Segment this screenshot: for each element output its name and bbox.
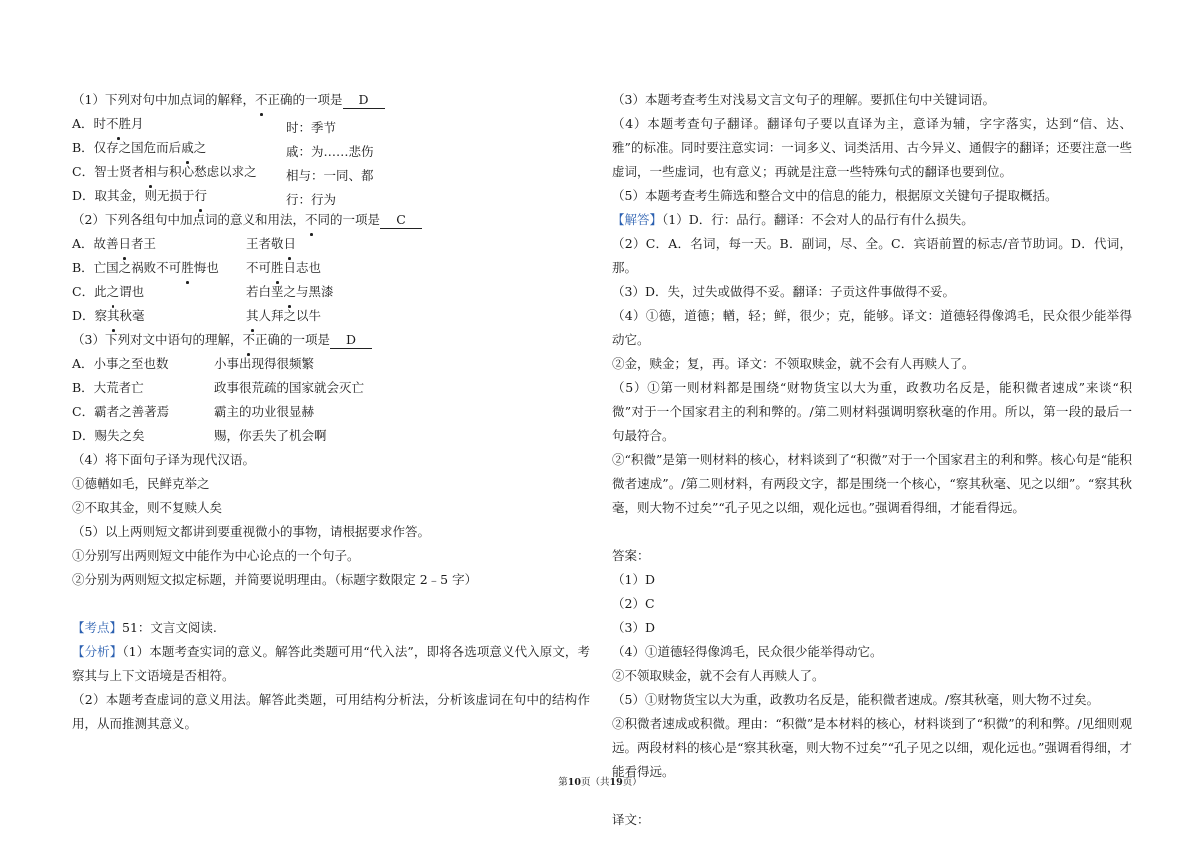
option-text: A．故善日者王	[72, 232, 156, 256]
fenxi-tag: 【分析】	[72, 644, 123, 659]
dotted-word: 胜	[181, 256, 194, 280]
option-row	[72, 256, 590, 280]
dotted-word: 行	[195, 184, 208, 208]
jieda-4a: （4）①德，道德；輶，轻；鲜，很少；克，能够。译文：道德轻得像鸿毛，民众很少能举得动它。	[612, 308, 1132, 347]
option-text: D．取其金，则无损于行	[72, 184, 207, 208]
answer-item: （2）C	[612, 596, 655, 611]
answer-blank: D	[343, 92, 385, 109]
right-column	[609, 88, 1132, 832]
dotted-word: 胜	[271, 256, 284, 280]
option-row	[72, 160, 590, 184]
option-row	[72, 304, 590, 328]
dotted-word: 相	[144, 160, 157, 184]
kaodian-tag: 【考点】	[72, 620, 123, 635]
jieda-4b: ②金，赎金；复，再。译文：不领取赎金，就不会有人再赎人了。	[612, 356, 975, 371]
option-text: D．赐失之矣	[72, 428, 145, 443]
fenxi-3: （3）本题考查考生对浅易文言文句子的理解。要抓住句中关键词语。	[612, 92, 995, 107]
option-row	[72, 136, 590, 160]
question-5-item: ②分别为两则短文拟定标题，并简要说明理由。（标题字数限定 2﹣5 字）	[72, 572, 478, 587]
option-compare: 其人拜之以牛	[246, 304, 321, 328]
option-compare: 不可胜日志也	[246, 256, 321, 280]
answer-item: （3）D	[612, 620, 655, 635]
page-footer: 第10页（共19页）	[558, 777, 642, 788]
option-text: C．霸者之善著焉	[72, 404, 170, 419]
answer-5a: （5）①财物货宝以大为重，政教功名反是，能积微者速成。/察其秋毫，则大物不过矣。	[612, 692, 1100, 707]
dotted-word: 之	[284, 280, 297, 304]
option-row	[72, 280, 590, 304]
option-text: B．仅存之国危而后戚之	[72, 136, 206, 160]
option-gloss: 时：季节	[286, 120, 337, 135]
answer-5b: ②积微者速成或积微。理由：“积微”是本材料的核心，材料谈到了“积微”的利和弊。/见细则观远。两段材料的核心是“察其秋毫，则大物不过矣”“孔子见之以细，观化远也。”强调看得细，才能看得远。	[612, 716, 1132, 779]
option-compare: 王者敬日	[246, 232, 296, 256]
kaodian-line: 【考点】51：文言文阅读.	[72, 620, 217, 635]
option-row	[72, 400, 590, 424]
jieda-5a: （5）①第一则材料都是围绕“财物货宝以大为重，政教功名反是，能积微者速成”来谈“积微”对于一个国家君主的利和弊的。/第二则材料强调明察秋毫的作用。所以，第一段的最后一句最符合。	[612, 380, 1132, 443]
option-row	[72, 232, 590, 256]
option-text: A．小事之至也数	[72, 356, 169, 371]
jieda-1: 【解答】（1）D．行：品行。翻译：不会对人的品行有什么损失。	[612, 212, 974, 227]
question-4-stem: （4）将下面句子译为现代汉语。	[72, 452, 255, 467]
question-2-stem: （2）下列各组句中加点词的意义和用法，不同的一项是 C	[72, 208, 590, 232]
option-gloss: 戚：为……悲伤	[286, 144, 374, 159]
option-text: C．智士贤者相与积心愁虑以求之	[72, 160, 257, 184]
option-gloss: 相与：一同、都	[286, 168, 374, 183]
question-1-stem: （1）下列对句中加点词的解释，不正确的一项是 D	[72, 88, 590, 112]
option-row	[72, 184, 590, 208]
page-number: 10	[567, 777, 581, 788]
fenxi-1: 【分析】（1）本题考查实词的意义。解答此类题可用“代入法”，即将各选项意义代入原文，考察其与上下文语境是否相符。	[72, 644, 590, 683]
option-interpretation: 小事出现得很频繁	[214, 356, 315, 371]
jieda-5b: ②“积微”是第一则材料的核心，材料谈到了“积微”对于一个国家君主的利和弊。核心句是“能积微者速成”。/第二则材料，有两段文字，都是围绕一个核心，“察其秋毫、见之以细”。“察其秋毫，则大物不过矣”“孔子见之以细，观化远也。”强调看得细，才能看得远。	[612, 452, 1132, 515]
option-row	[72, 352, 590, 376]
dotted-word: 日	[119, 232, 132, 256]
jieda-2: （2）C．A．名词，每一天。B．副词，尽、全。C．宾语前置的标志/音节助词。D．代词，那。	[612, 236, 1132, 275]
jieda-tag: 【解答】	[612, 212, 663, 227]
dotted-word: 不胜	[106, 112, 131, 136]
left-column	[72, 88, 590, 736]
dotted-word: 戚	[181, 136, 194, 160]
option-text: A．时不胜月	[72, 112, 144, 136]
fenxi-2: （2）本题考查虚词的意义用法。解答此类题，可用结构分析法，分析该虚词在句中的结构作用，从而推测其意义。	[72, 692, 590, 731]
dotted-word: 日	[284, 232, 297, 256]
question-4-item: ②不取其金，则不复赎人矣	[72, 500, 223, 515]
answer-label: 答案：	[612, 548, 650, 563]
option-row	[72, 424, 590, 448]
option-interpretation: 政事很荒疏的国家就会灭亡	[214, 380, 365, 395]
answer-4b: ②不领取赎金，就不会有人再赎人了。	[612, 668, 825, 683]
question-4-item: ①德輶如毛，民鲜克举之	[72, 476, 210, 491]
question-3-stem: （3）下列对文中语句的理解，不正确的一项是 D	[72, 328, 590, 352]
answer-4a: （4）①道德轻得像鸿毛，民众很少能举得动它。	[612, 644, 883, 659]
option-text: C．此之谓也	[72, 280, 144, 304]
option-row	[72, 376, 590, 400]
page-total: 19	[609, 777, 623, 788]
dotted-word: 其	[107, 304, 120, 328]
answer-item: （1）D	[612, 572, 655, 587]
option-gloss: 行：行为	[286, 192, 337, 207]
question-5-stem: （5）以上两则短文都讲到要重视微小的事物，请根据要求作答。	[72, 524, 430, 539]
option-text: D．察其秋毫	[72, 304, 145, 328]
answer-blank: C	[380, 212, 422, 229]
fenxi-4: （4）本题考查句子翻译。翻译句子要以直译为主，意译为辅，字字落实，达到“信、达、雅”的标准。同时要注意实词：一词多义、词类活用、古今异义、通假字的翻译；还要注意一些虚词，一些虚词，也有意义；再就是注意一些特殊句式的翻译也要到位。	[612, 116, 1132, 179]
dotted-word: 其	[246, 304, 259, 328]
question-5-item: ①分别写出两则短文中能作为中心论点的一个句子。	[72, 548, 360, 563]
option-interpretation: 霸主的功业很显赫	[214, 404, 315, 419]
answer-blank: D	[330, 332, 372, 349]
option-text: B．亡国之祸败不可胜悔也	[72, 256, 219, 280]
dotted-word: 之	[107, 280, 120, 304]
fenxi-5: （5）本题考查考生筛选和整合文中的信息的能力，根据原文关键句子提取概括。	[612, 188, 1058, 203]
option-row	[72, 112, 590, 136]
jieda-3: （3）D．失，过失或做得不妥。翻译：子贡这件事做得不妥。	[612, 284, 955, 299]
option-interpretation: 赐，你丢失了机会啊	[214, 428, 327, 443]
option-compare: 若白垩之与黑漆	[246, 280, 334, 304]
option-text: B．大荒者亡	[72, 380, 144, 395]
yiwen-label: 译文：	[612, 812, 650, 827]
